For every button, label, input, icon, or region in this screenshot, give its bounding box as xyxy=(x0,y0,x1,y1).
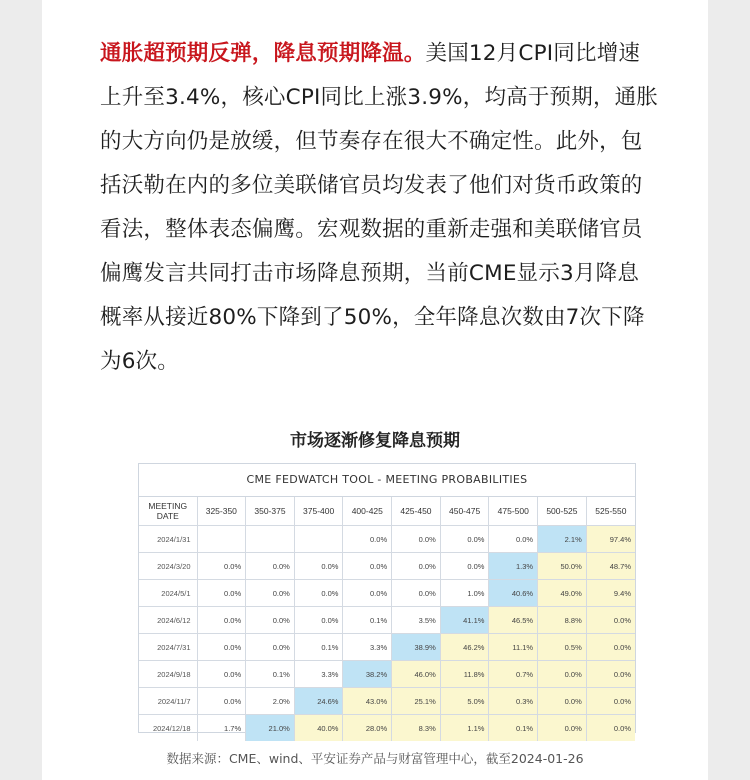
probability-cell: 0.3% xyxy=(489,688,538,715)
column-header-450-475: 450-475 xyxy=(440,497,489,526)
probability-cell: 0.0% xyxy=(197,607,246,634)
probability-cell: 28.0% xyxy=(343,715,392,742)
probability-cell: 2.0% xyxy=(246,688,295,715)
table-row xyxy=(139,607,635,634)
probability-cell: 0.0% xyxy=(392,580,441,607)
probability-cell: 1.3% xyxy=(489,553,538,580)
probability-cell: 11.8% xyxy=(440,661,489,688)
meeting-date-cell: 2024/5/1 xyxy=(139,580,197,607)
probability-cell: 40.6% xyxy=(489,580,538,607)
probability-cell: 38.9% xyxy=(392,634,441,661)
probability-cell: 0.0% xyxy=(538,715,587,742)
probability-cell: 38.2% xyxy=(343,661,392,688)
probability-cell: 0.0% xyxy=(197,688,246,715)
table-row xyxy=(139,688,635,715)
meeting-date-cell: 2024/9/18 xyxy=(139,661,197,688)
probability-cell: 25.1% xyxy=(392,688,441,715)
probability-cell: 0.0% xyxy=(197,580,246,607)
probability-cell: 0.0% xyxy=(586,688,635,715)
probability-cell: 0.0% xyxy=(246,580,295,607)
probability-cell: 8.8% xyxy=(538,607,587,634)
column-header-500-525: 500-525 xyxy=(538,497,587,526)
probability-cell: 0.7% xyxy=(489,661,538,688)
probability-cell: 43.0% xyxy=(343,688,392,715)
probability-cell: 49.0% xyxy=(538,580,587,607)
probability-cell: 0.0% xyxy=(343,580,392,607)
probability-cell: 0.0% xyxy=(392,553,441,580)
probability-cell: 0.0% xyxy=(586,607,635,634)
probability-cell: 0.0% xyxy=(197,661,246,688)
probability-cell: 3.3% xyxy=(294,661,343,688)
probability-cell: 0.0% xyxy=(246,634,295,661)
fedwatch-table xyxy=(138,463,636,733)
probability-cell: 0.0% xyxy=(294,607,343,634)
probability-cell: 3.5% xyxy=(392,607,441,634)
probability-cell: 0.0% xyxy=(440,553,489,580)
probability-cell: 0.0% xyxy=(197,634,246,661)
probability-cell: 0.0% xyxy=(489,526,538,553)
paragraph-body: 美国12月CPI同比增速上升至3.4%，核心CPI同比上涨3.9%，均高于预期，通胀的大方向仍是放缓，但节奏存在很大不确定性。此外，包括沃勒在内的多位美联储官员均发表了他们对货币政策的看法，整体表态偏鹰。宏观数据的重新走强和美联储官员偏鹰发言共同打击市场降息预期，当前CME显示3月降息概率从接近80%下降到了50%，全年降息次数由7次下降为6次。 xyxy=(100,41,659,374)
probability-cell: 0.0% xyxy=(538,661,587,688)
column-header-525-550: 525-550 xyxy=(586,497,635,526)
probability-cell: 1.7% xyxy=(197,715,246,742)
column-header-425-450: 425-450 xyxy=(392,497,441,526)
column-header-400-425: 400-425 xyxy=(343,497,392,526)
probability-cell: 9.4% xyxy=(586,580,635,607)
probability-cell: 46.0% xyxy=(392,661,441,688)
probability-cell: 0.1% xyxy=(294,634,343,661)
column-header-475-500: 475-500 xyxy=(489,497,538,526)
probability-table xyxy=(139,497,635,741)
table-row xyxy=(139,661,635,688)
probability-cell: 50.0% xyxy=(538,553,587,580)
column-header-row xyxy=(139,497,635,526)
probability-cell: 46.2% xyxy=(440,634,489,661)
probability-cell: 0.0% xyxy=(586,715,635,742)
meeting-date-cell: 2024/7/31 xyxy=(139,634,197,661)
probability-cell: 0.0% xyxy=(538,688,587,715)
probability-cell: 0.0% xyxy=(343,526,392,553)
probability-cell: 46.5% xyxy=(489,607,538,634)
column-header-350-375: 350-375 xyxy=(246,497,295,526)
probability-cell: 0.0% xyxy=(343,553,392,580)
probability-cell: 48.7% xyxy=(586,553,635,580)
meeting-date-cell: 2024/1/31 xyxy=(139,526,197,553)
meeting-date-cell: 2024/11/7 xyxy=(139,688,197,715)
probability-cell: 8.3% xyxy=(392,715,441,742)
probability-cell: 2.1% xyxy=(538,526,587,553)
probability-cell: 1.0% xyxy=(440,580,489,607)
table-row xyxy=(139,580,635,607)
column-header-date: MEETING DATE xyxy=(139,497,197,526)
probability-cell: 41.1% xyxy=(440,607,489,634)
probability-cell: 0.0% xyxy=(294,580,343,607)
paragraph-headline: 通胀超预期反弹，降息预期降温。 xyxy=(100,41,426,66)
probability-cell: 24.6% xyxy=(294,688,343,715)
probability-cell: 0.0% xyxy=(294,553,343,580)
probability-cell: 0.1% xyxy=(343,607,392,634)
probability-cell xyxy=(246,526,295,553)
probability-cell: 3.3% xyxy=(343,634,392,661)
probability-cell: 0.0% xyxy=(246,553,295,580)
meeting-date-cell: 2024/3/20 xyxy=(139,553,197,580)
column-header-325-350: 325-350 xyxy=(197,497,246,526)
probability-cell: 0.0% xyxy=(246,607,295,634)
probability-cell: 1.1% xyxy=(440,715,489,742)
probability-cell: 21.0% xyxy=(246,715,295,742)
figure-title: 市场逐渐修复降息预期 xyxy=(290,431,460,451)
table-row xyxy=(139,715,635,742)
table-row xyxy=(139,553,635,580)
probability-cell: 0.5% xyxy=(538,634,587,661)
probability-cell: 97.4% xyxy=(586,526,635,553)
probability-cell: 0.0% xyxy=(586,661,635,688)
probability-cell: 5.0% xyxy=(440,688,489,715)
probability-cell: 0.0% xyxy=(586,634,635,661)
probability-cell: 0.0% xyxy=(197,553,246,580)
table-row xyxy=(139,526,635,553)
table-header: CME FEDWATCH TOOL - MEETING PROBABILITIES xyxy=(139,464,635,497)
table-row xyxy=(139,634,635,661)
column-header-375-400: 375-400 xyxy=(294,497,343,526)
probability-cell xyxy=(294,526,343,553)
probability-cell: 0.1% xyxy=(246,661,295,688)
meeting-date-cell: 2024/6/12 xyxy=(139,607,197,634)
probability-cell: 11.1% xyxy=(489,634,538,661)
probability-cell: 0.1% xyxy=(489,715,538,742)
source-note: 数据来源：CME、wind、平安证券产品与财富管理中心，截至2024-01-26 xyxy=(166,751,584,766)
probability-cell: 40.0% xyxy=(294,715,343,742)
probability-cell xyxy=(197,526,246,553)
meeting-date-cell: 2024/12/18 xyxy=(139,715,197,742)
probability-cell: 0.0% xyxy=(392,526,441,553)
probability-cell: 0.0% xyxy=(440,526,489,553)
article-paragraph xyxy=(100,32,660,384)
